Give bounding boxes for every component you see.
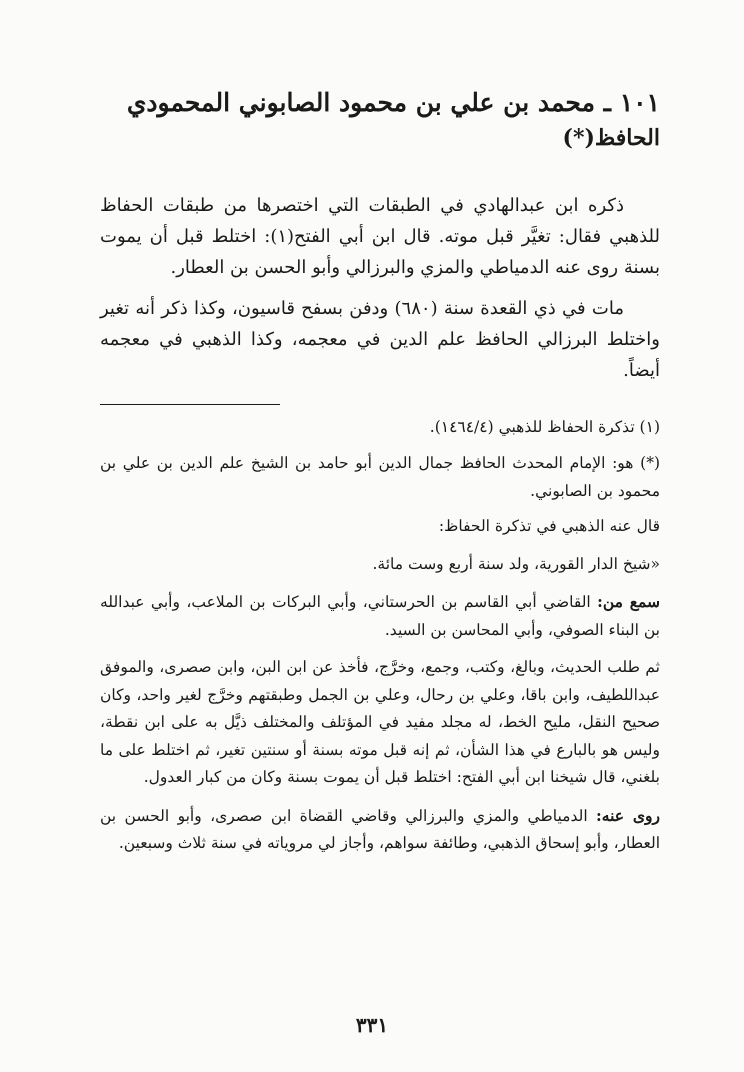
samia-label: سمع من: [597, 592, 661, 611]
entry-title: ١٠١ ـ محمد بن علي بن محمود الصابوني المحمودي [126, 88, 660, 117]
body-paragraph-1: ذكره ابن عبدالهادي في الطبقات التي اختصرها من طبقات الحفاظ للذهبي فقال: تغيَّر قبل موته. قال ابن أبي الفتح(١): اختلط قبل أن يموت بسنة روى عنه الدمياطي والمزي والبرزالي وأبو الحسن بن العطار. [100, 195, 660, 278]
footnote-rawa [100, 802, 660, 858]
rawa-label: روى عنه: [596, 805, 660, 825]
page-number: ٣٣١ [355, 1013, 389, 1037]
page-content [100, 84, 660, 868]
samia-text: القاضي أبي القاسم بن الحرستاني، وأبي البركات بن الملاعب، وأبي عبدالله بن البناء الصوفي، وأبي المحاسن بن السيد. [100, 593, 660, 639]
footnote-dhahabi-intro: قال عنه الذهبي في تذكرة الحفاظ: [438, 517, 660, 535]
body-paragraph-2: مات في ذي القعدة سنة (٦٨٠) ودفن بسفح قاسيون، وكذا ذكر أنه تغير واختلط البرزالي الحافظ علم الدين في معجمه، وكذا الذهبي في معجمه أيضاً. [100, 298, 660, 381]
entry-subtitle: الحافظ(*) [562, 125, 660, 151]
rawa-text: الدمياطي والمزي والبرزالي وقاضي القضاة ابن صصرى، وأبو الحسن بن العطار، وأبو إسحاق الذهبي، وطائفة سواهم، وأجاز لي مروياته في سنة ثلاث وسبعين. [100, 806, 660, 852]
footnote-sheikh: «شيخ الدار القورية، ولد سنة أربع وست مائة. [372, 554, 660, 573]
footnote-divider [100, 404, 280, 405]
footnote-samia [100, 588, 660, 644]
footnote-1: (١) تذكرة الحفاظ للذهبي (١٤٦٤/٤). [429, 418, 660, 436]
footnote-talab: ثم طلب الحديث، وبالغ، وكتب، وجمع، وخرَّج، فأخذ عن ابن البن، وابن صصرى، والموفق عبداللطيف، وابن باقا، وعلي بن رحال، وعلي بن الجمل وطبقتهم وخرَّج لغير واحد، وكان صحيح النقل، مليح الخط، له مجلد مفيد في المؤتلف والمختلف ذيَّل به على ابن نقطة، وليس هو بالبارع في هذا الشأن، ثم إنه قبل موته بسنة أو سنتين تغير، ثم اختلط على ما بلغني، قال شيخنا ابن أبي الفتح: اختلط قبل أن يموت بسنة وكان من كبار العدول. [100, 658, 660, 786]
footnote-star: (*) هو: الإمام المحدث الحافظ جمال الدين أبو حامد بن الشيخ علم الدين بن علي بن محمود بن الصابوني. [100, 454, 660, 500]
